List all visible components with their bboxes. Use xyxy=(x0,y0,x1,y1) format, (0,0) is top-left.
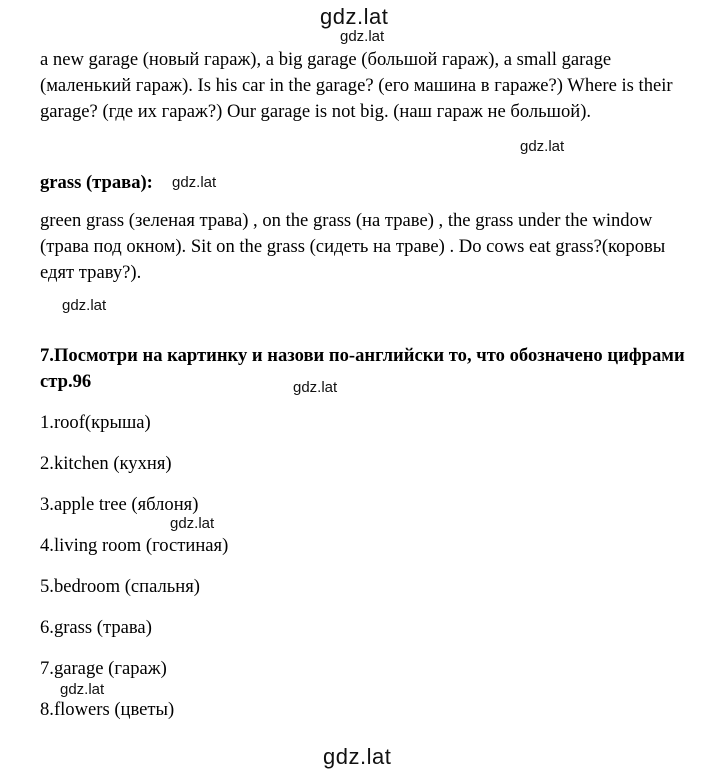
watermark-list-lower: gdz.lat xyxy=(60,681,105,698)
grass-paragraph: green grass (зеленая трава) , on the grass (на траве) , the grass under the window (трава под окном). Sit on the grass (сидеть на траве) . Do cows eat grass?(коровы едят траву?). xyxy=(40,210,666,283)
watermark-top: gdz.lat xyxy=(320,4,389,29)
list-item-roof: 1.roof(крыша) xyxy=(40,412,151,433)
list-item-kitchen: 2.kitchen (кухня) xyxy=(40,453,172,474)
list-item-flowers: 8.flowers (цветы) xyxy=(40,699,175,720)
grass-heading: grass (трава): xyxy=(40,172,153,193)
watermark-top-small: gdz.lat xyxy=(340,28,385,45)
watermark-after-exercise: gdz.lat xyxy=(293,379,338,396)
exercise-title: 7.Посмотри на картинку и назови по-английски то, что обозначено цифрами стр.96 xyxy=(40,345,685,392)
list-item-garage: 7.garage (гараж) xyxy=(40,658,167,679)
list-item-apple-tree: 3.apple tree (яблоня) xyxy=(40,494,199,515)
list-item-grass: 6.grass (трава) xyxy=(40,617,152,638)
watermark-after-grass-heading: gdz.lat xyxy=(172,174,217,191)
watermark-bottom: gdz.lat xyxy=(323,744,392,769)
watermark-after-grass-text: gdz.lat xyxy=(62,297,107,314)
list-item-living-room: 4.living room (гостиная) xyxy=(40,535,229,556)
watermark-after-garage: gdz.lat xyxy=(520,138,565,155)
list-item-bedroom: 5.bedroom (спальня) xyxy=(40,576,200,597)
watermark-list-mid: gdz.lat xyxy=(170,515,215,532)
garage-paragraph: a new garage (новый гараж), a big garage (большой гараж), a small garage (маленький гараж). Is his car in the garage? (его машина в гараже?) Where is their garage? (где их гараж?) Our garage is not big. (наш гараж не большой). xyxy=(40,49,673,122)
